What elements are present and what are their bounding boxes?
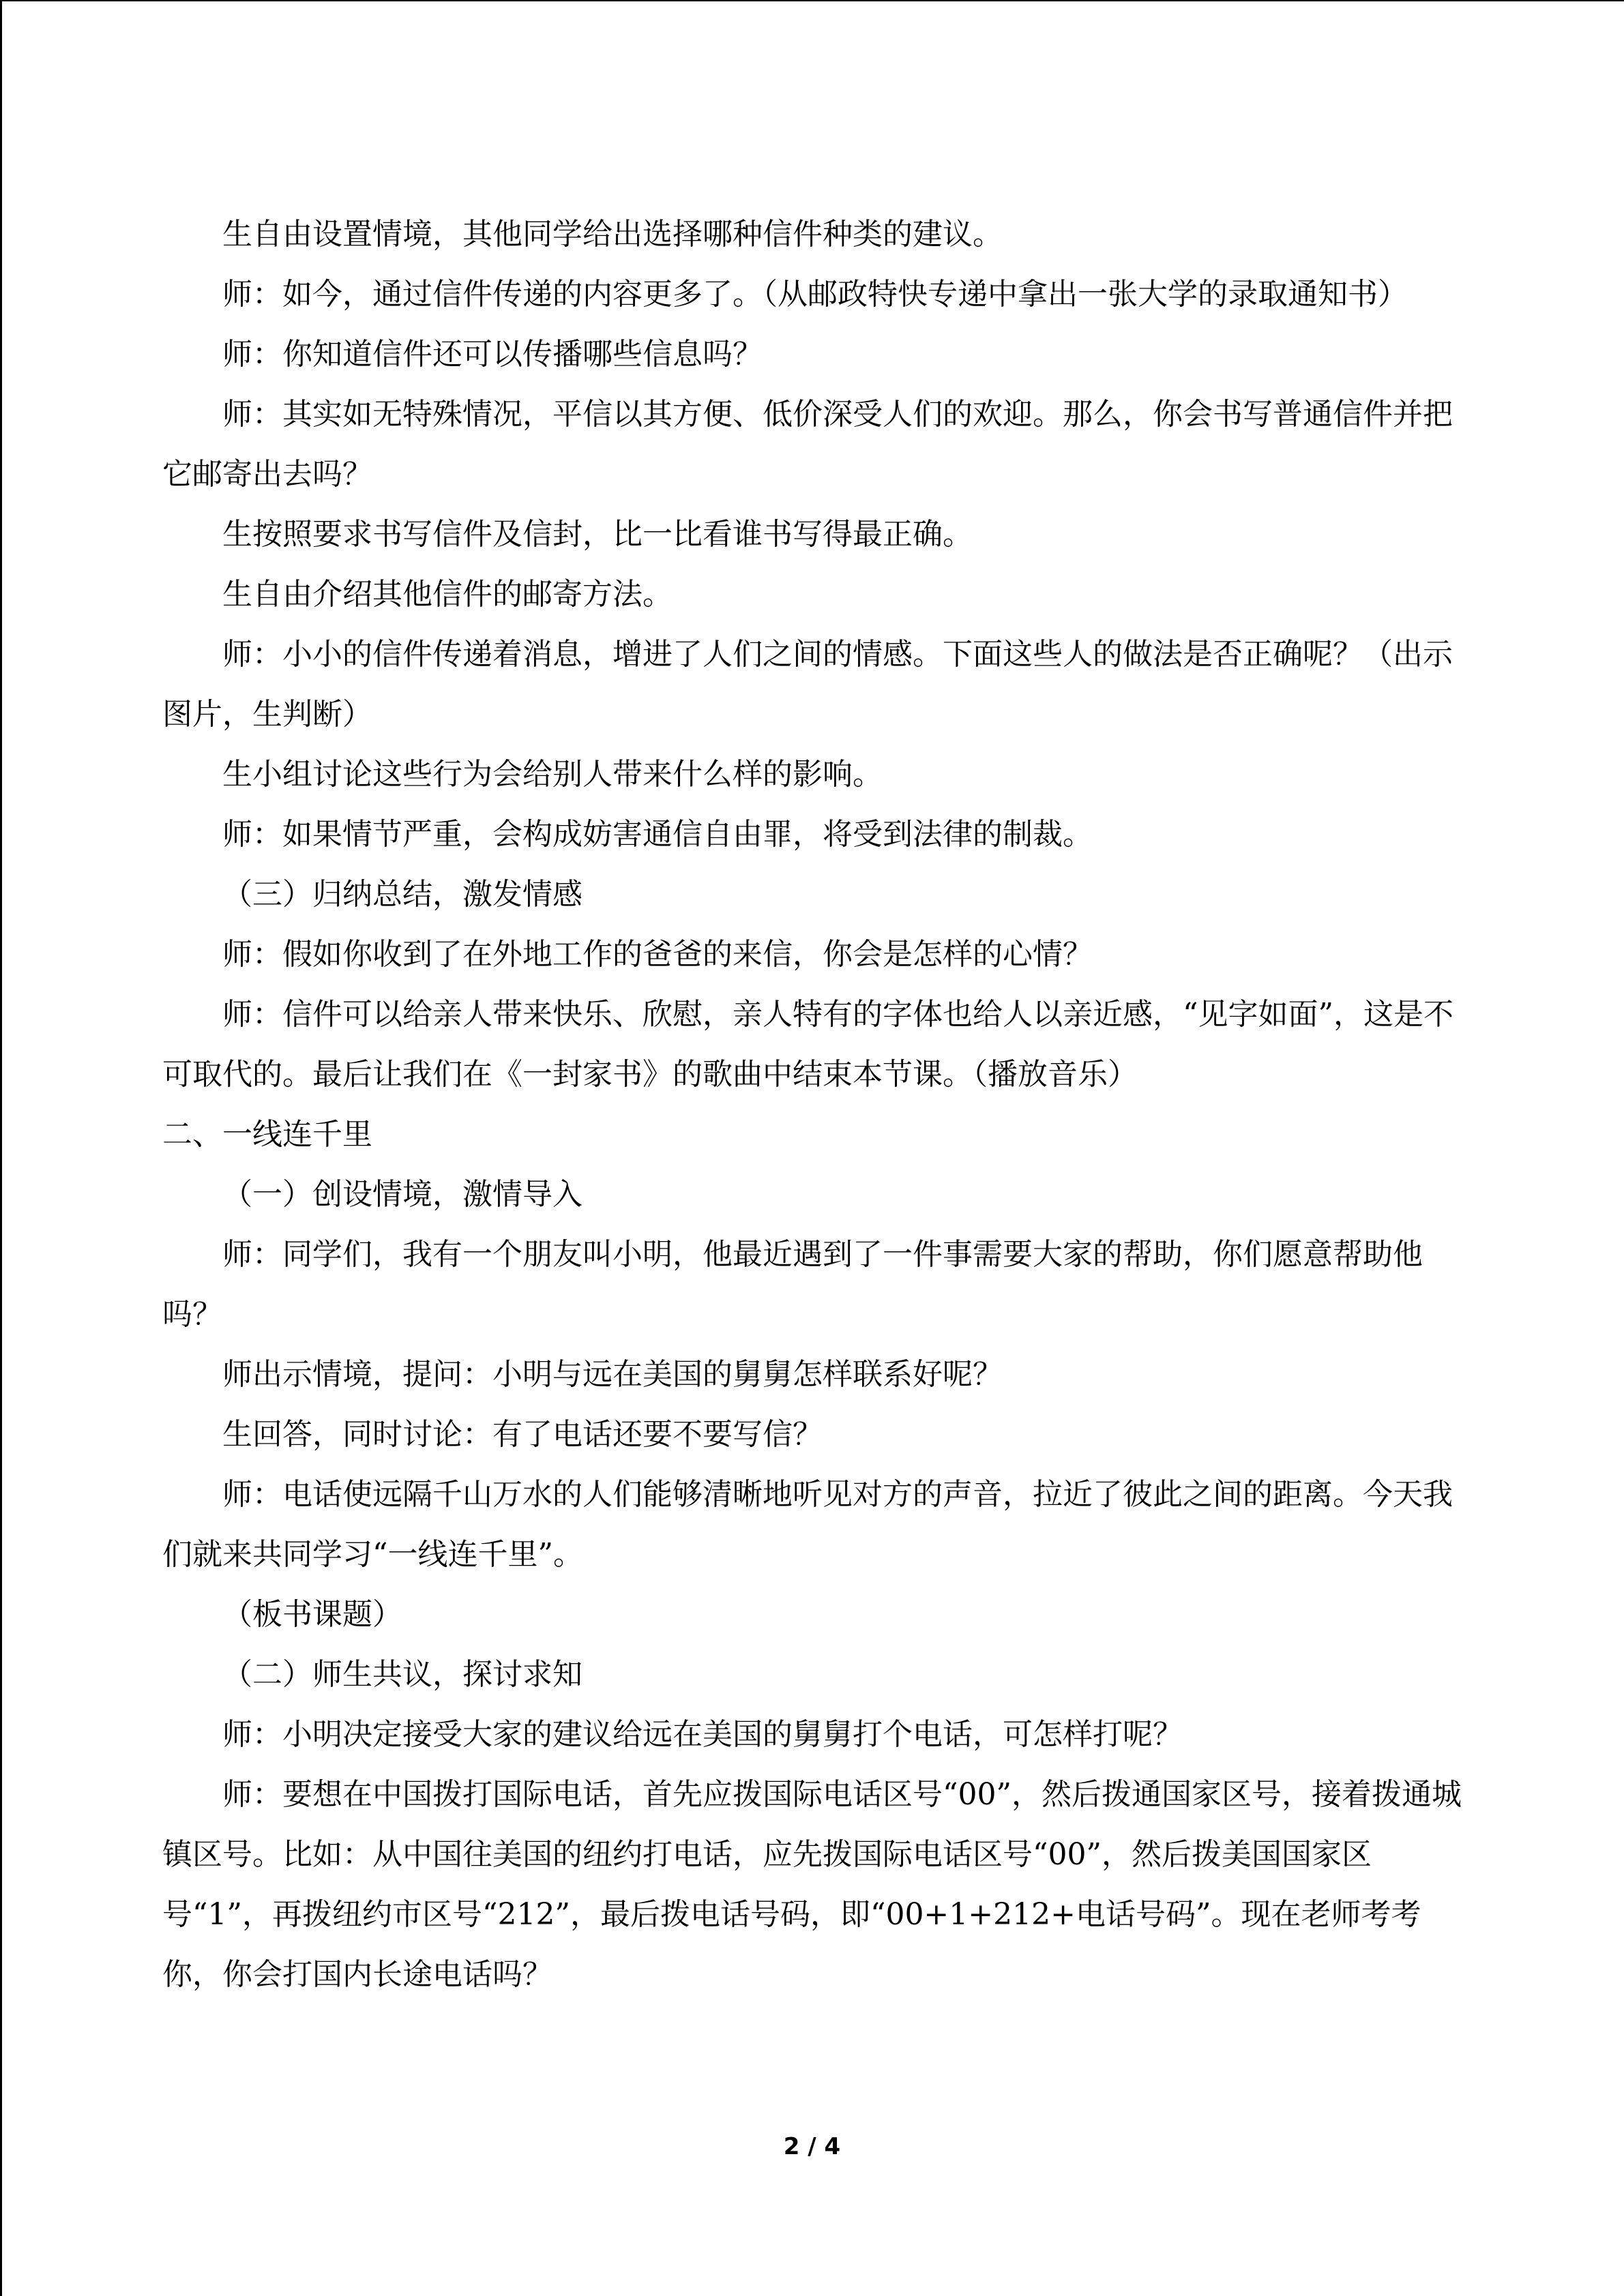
paragraph: 师出示情境，提问：小明与远在美国的舅舅怎样联系好呢？ — [222, 1357, 1003, 1392]
paragraph: 师：如今，通过信件传递的内容更多了。（从邮政特快专递中拿出一张大学的录取通知书） — [222, 277, 1408, 312]
paragraph: 师：你知道信件还可以传播哪些信息吗？ — [222, 337, 763, 372]
subsection-heading: （二）师生共议，探讨求知 — [222, 1657, 582, 1692]
paragraph: 师：小明决定接受大家的建议给远在美国的舅舅打个电话，可怎样打呢？ — [222, 1717, 1183, 1752]
paragraph: 师：同学们，我有一个朋友叫小明，他最近遇到了一件事需要大家的帮助，你们愿意帮助他吗？ — [162, 1237, 1423, 1332]
paragraph: 生小组讨论这些行为会给别人带来什么样的影响。 — [222, 757, 883, 792]
paragraph: 师：如果情节严重，会构成妨害通信自由罪，将受到法律的制裁。 — [222, 817, 1093, 852]
document-body — [162, 205, 1462, 2005]
paragraph: 生自由设置情境，其他同学给出选择哪种信件种类的建议。 — [222, 217, 1003, 252]
subsection-heading: （一）创设情境，激情导入 — [222, 1177, 582, 1212]
paragraph: 师：信件可以给亲人带来快乐、欣慰，亲人特有的字体也给人以亲近感，“见字如面”，这是不可取代的。最后让我们在《一封家书》的歌曲中结束本节课。（播放音乐） — [162, 997, 1453, 1092]
paragraph: 师：小小的信件传递着消息，增进了人们之间的情感。下面这些人的做法是否正确呢？（出示图片，生判断） — [162, 637, 1453, 732]
page-border-top — [0, 0, 1624, 1]
page-number: 2 / 4 — [783, 2133, 841, 2160]
paragraph: 师：假如你收到了在外地工作的爸爸的来信，你会是怎样的心情？ — [222, 937, 1093, 972]
paragraph: 生回答，同时讨论：有了电话还要不要写信？ — [222, 1417, 823, 1452]
paragraph: 师：其实如无特殊情况，平信以其方便、低价深受人们的欢迎。那么，你会书写普通信件并把它邮寄出去吗？ — [162, 397, 1453, 492]
paragraph: 师：电话使远隔千山万水的人们能够清晰地听见对方的声音，拉近了彼此之间的距离。今天我们就来共同学习“一线连千里”。 — [162, 1477, 1453, 1572]
paragraph: 生自由介绍其他信件的邮寄方法。 — [222, 577, 673, 612]
section-heading: 二、一线连千里 — [162, 1117, 372, 1152]
paragraph: 师：要想在中国拨打国际电话，首先应拨国际电话区号“00”，然后拨通国家区号，接着拨通城镇区号。比如：从中国往美国的纽约打电话，应先拨国际电话区号“00”，然后拨美国国家区号“1”，再拨纽约市区号“212”，最后拨电话号码，即“00+1+212+电话号码”。现在老师考考你，你会打国内长途电话吗？ — [162, 1777, 1462, 1992]
paragraph: 生按照要求书写信件及信封，比一比看谁书写得最正确。 — [222, 517, 973, 552]
paragraph: （板书课题） — [222, 1597, 402, 1632]
subsection-heading: （三）归纳总结，激发情感 — [222, 877, 582, 912]
page-border-left — [0, 0, 2, 2296]
